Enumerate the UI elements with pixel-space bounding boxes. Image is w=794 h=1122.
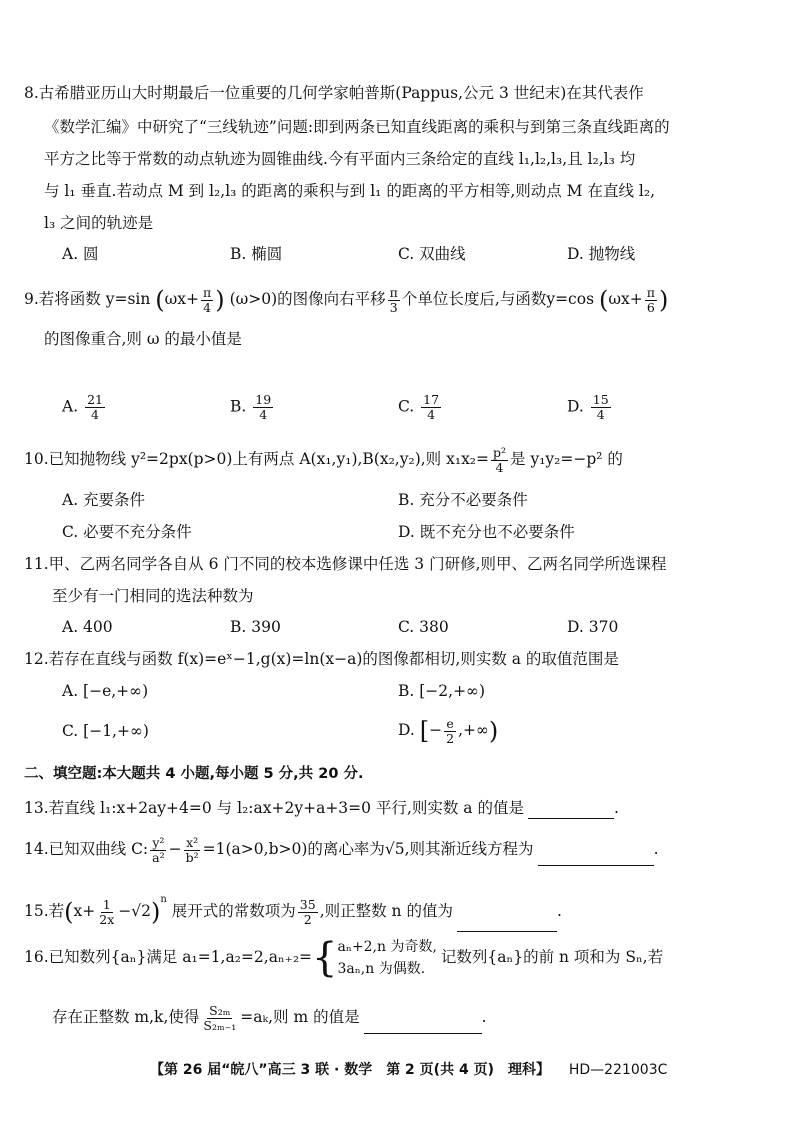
q14-answer-blank[interactable] bbox=[538, 849, 654, 866]
q12-line-1: 12.若存在直线与函数 f(x)=eˣ−1,g(x)=ln(x−a)的图像都相切,则实数 a 的取值范围是 bbox=[24, 650, 619, 668]
q8-line-1: 8.古希腊亚历山大时期最后一位重要的几何学家帕普斯(Pappus,公元 3 世纪末)在其代表作 bbox=[24, 84, 644, 102]
q11-option-b: B. 390 bbox=[230, 618, 281, 636]
q11-option-c: C. 380 bbox=[398, 618, 449, 636]
q10-option-c: C. 必要不充分条件 bbox=[62, 523, 192, 541]
q9-arg1: ωx+ bbox=[164, 290, 200, 308]
q9-paren-close: ) bbox=[215, 286, 225, 314]
q9-mid-2: 个单位长度后,与函数y=cos bbox=[401, 290, 595, 308]
q12-option-d: D. [− $\frac{e}{2}$ ,+∞) bbox=[398, 715, 499, 746]
q11-line-1: 11.甲、乙两名同学各自从 6 门不同的校本选修课中任选 3 门研修,则甲、乙两名同学所选课程 bbox=[24, 555, 667, 573]
q9-line-2: 的图像重合,则 ω 的最小值是 bbox=[44, 330, 242, 348]
footer-code: HD—221003C bbox=[568, 1062, 668, 1078]
q16-line-1: 16.已知数列{aₙ}满足 a₁=1,a₂=2,aₙ₊₂={ aₙ+2,n 为奇数, 3aₙ,n 为偶数. 记数列{aₙ}的前 n 项和为 Sₙ,若 bbox=[24, 935, 664, 981]
q9-option-d: D. $\frac{15}{4}$ bbox=[567, 392, 609, 422]
page-footer bbox=[150, 1059, 667, 1081]
q12-option-a: A. [−e,+∞) bbox=[62, 682, 149, 700]
q9-paren-open: ( bbox=[155, 286, 165, 314]
q8-line-2: 《数学汇编》中研究了“三线轨迹”问题:即到两条已知直线距离的乘积与到第三条直线距离的 bbox=[44, 118, 670, 136]
q9-arg2: ωx+ bbox=[608, 290, 643, 308]
q14-line: 14.已知双曲线 C: $\frac{\text{y²}}{\text{a²}}$ − $\frac{\text{x²}}{\text{b²}}$ =1(a>0,b>0)的离心率为√5,则其渐近线方程为 . bbox=[24, 834, 659, 865]
q15-answer-blank[interactable] bbox=[457, 915, 557, 932]
q8-line-3: 平方之比等于常数的动点轨迹为圆锥曲线.今有平面内三条给定的直线 l₁,l₂,l₃,且 l₂,l₃ 均 bbox=[44, 150, 636, 168]
q12-option-b: B. [−2,+∞) bbox=[398, 682, 486, 700]
q9-option-c: C. $\frac{17}{4}$ bbox=[398, 392, 440, 422]
q12-option-c: C. [−1,+∞) bbox=[62, 722, 149, 740]
q11-line-2: 至少有一门相同的选法种数为 bbox=[52, 587, 254, 605]
q9-option-b: B. $\frac{19}{4}$ bbox=[230, 392, 272, 422]
q8-option-a: A. 圆 bbox=[62, 245, 99, 263]
q15-line: 15.若(x+ $\frac{1}{2x}$ −√2)$^n$ 展开式的常数项为 $\frac{35}{2}$ ,则正整数 n 的值为 . bbox=[24, 880, 562, 932]
q9-frac-pi-6: $\frac{\pi}{6}$ bbox=[646, 284, 655, 315]
q9-line-1: 9.若将函数 y=sin (ωx+ $\frac{\pi}{4}$ ) (ω>0)的图像向右平移 $\frac{\pi}{3}$ 个单位长度后,与函数y=cos (ωx+ $\frac{\pi}{6}$ ) bbox=[24, 284, 669, 315]
q10-option-b: B. 充分不必要条件 bbox=[398, 491, 528, 509]
q8-option-d: D. 抛物线 bbox=[567, 245, 636, 263]
q8-line-5: l₃ 之间的轨迹是 bbox=[44, 214, 154, 232]
q10-option-d: D. 既不充分也不必要条件 bbox=[398, 523, 575, 541]
q8-option-c: C. 双曲线 bbox=[398, 245, 466, 263]
footer-text: 【第 26 届“皖八”高三 3 联 · 数学 第 2 页(共 4 页) 理科】 bbox=[150, 1062, 550, 1078]
q9-prefix: 9.若将函数 y=sin bbox=[24, 290, 151, 308]
q11-option-d: D. 370 bbox=[567, 618, 619, 636]
q13-line: 13.若直线 l₁:x+2ay+4=0 与 l₂:ax+2y+a+3=0 平行,则实数 a 的值是 . bbox=[24, 799, 619, 817]
q16-answer-blank[interactable] bbox=[364, 1017, 482, 1034]
q9-frac-pi-4: $\frac{\pi}{4}$ bbox=[203, 284, 212, 315]
q9-option-a: A. $\frac{21}{4}$ bbox=[62, 392, 103, 422]
section-2-heading: 二、填空题:本大题共 4 小题,每小题 5 分,共 20 分. bbox=[24, 766, 364, 782]
q9-frac-pi-3: $\frac{\pi}{3}$ bbox=[389, 284, 398, 315]
q8-line-4: 与 l₁ 垂直.若动点 M 到 l₂,l₃ 的距离的乘积与到 l₁ 的距离的平方相等,则动点 M 在直线 l₂, bbox=[44, 182, 656, 200]
q9-mid-1: (ω>0)的图像向右平移 bbox=[229, 290, 386, 308]
q10-option-a: A. 充要条件 bbox=[62, 491, 146, 509]
q8-option-b: B. 椭圆 bbox=[230, 245, 283, 263]
q10-frac: $\frac{\text{p²}}{4}$ bbox=[493, 444, 507, 475]
q16-line-2: 存在正整数 m,k,使得 $\frac{\text{S₂ₘ}}{\text{S₂ₘ₋₁}}$ =aₖ,则 m 的值是 . bbox=[52, 1002, 487, 1033]
q10-line-1: 10.已知抛物线 y²=2px(p>0)上有两点 A(x₁,y₁),B(x₂,y₂),则 x₁x₂= $\frac{\text{p²}}{4}$ 是 y₁y₂=−p² 的 bbox=[24, 444, 623, 475]
q13-answer-blank[interactable] bbox=[528, 802, 614, 819]
q11-option-a: A. 400 bbox=[62, 618, 113, 636]
